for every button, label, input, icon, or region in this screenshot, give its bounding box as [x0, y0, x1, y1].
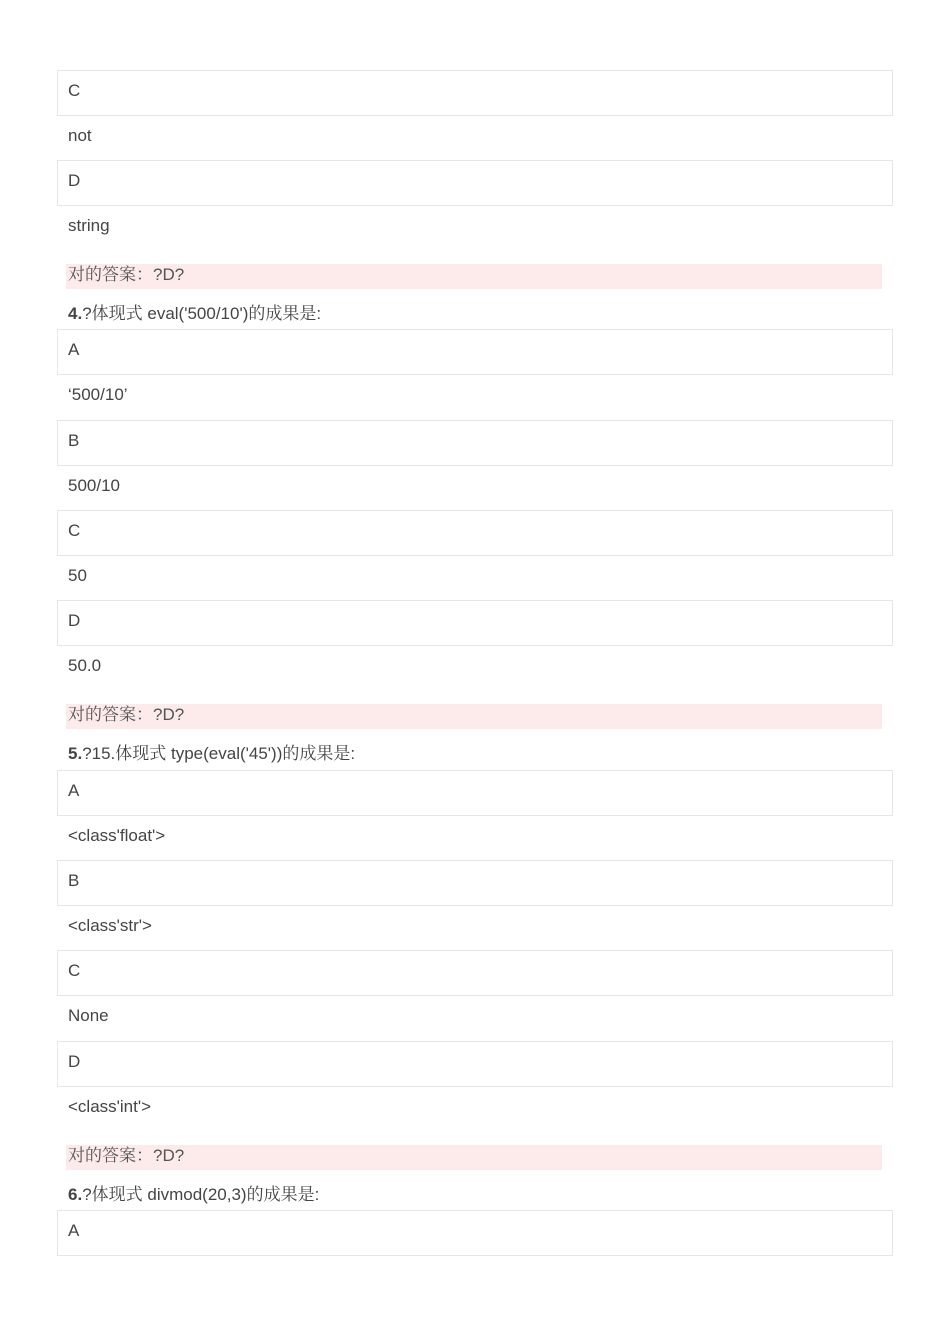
question-number: 4. — [68, 304, 83, 323]
option-c-text: 50 — [68, 566, 87, 585]
option-c-text: not — [68, 126, 92, 145]
option-letter: C — [68, 961, 81, 980]
question-text: ?15.体现式 type(eval('45'))的成果是: — [82, 744, 356, 763]
option-b-text: 500/10 — [68, 476, 120, 495]
correct-answer: 对的答案：?D? — [66, 704, 882, 729]
option-b-text: <class'str'> — [68, 916, 152, 935]
option-letter: C — [68, 521, 81, 540]
option-letter: B — [68, 871, 80, 890]
option-letter: A — [68, 340, 80, 359]
option-c-box[interactable] — [57, 950, 893, 996]
option-b-box[interactable] — [57, 860, 893, 906]
option-a-box[interactable] — [57, 1210, 893, 1256]
question-number: 6. — [68, 1185, 83, 1204]
option-a-text: ‘500/10’ — [68, 385, 128, 404]
correct-answer: 对的答案：?D? — [66, 1145, 882, 1170]
question-number: 5. — [68, 744, 83, 763]
option-letter: D — [68, 611, 81, 630]
option-c-text: None — [68, 1006, 109, 1025]
option-a-box[interactable] — [57, 770, 893, 816]
option-letter: A — [68, 1221, 80, 1240]
option-b-box[interactable] — [57, 420, 893, 466]
option-d-text: <class'int'> — [68, 1097, 152, 1116]
option-d-box[interactable] — [57, 1041, 893, 1087]
option-d-box[interactable] — [57, 160, 893, 206]
question-6-title — [68, 1185, 888, 1209]
option-d-box[interactable] — [57, 600, 893, 646]
option-letter: D — [68, 1052, 81, 1071]
option-a-text: <class'float'> — [68, 826, 166, 845]
option-d-text: string — [68, 216, 110, 235]
option-d-text: 50.0 — [68, 656, 102, 675]
option-letter: A — [68, 781, 80, 800]
option-c-box[interactable] — [57, 510, 893, 556]
option-c-box[interactable] — [57, 70, 893, 116]
option-letter: D — [68, 171, 81, 190]
option-letter: B — [68, 431, 80, 450]
option-letter: C — [68, 81, 81, 100]
question-text: ?体现式 divmod(20,3)的成果是: — [82, 1185, 320, 1204]
option-a-box[interactable] — [57, 329, 893, 375]
question-5-title — [68, 744, 888, 768]
correct-answer: 对的答案：?D? — [66, 264, 882, 289]
question-text: ?体现式 eval('500/10')的成果是: — [82, 304, 322, 323]
question-4-title — [68, 304, 888, 328]
